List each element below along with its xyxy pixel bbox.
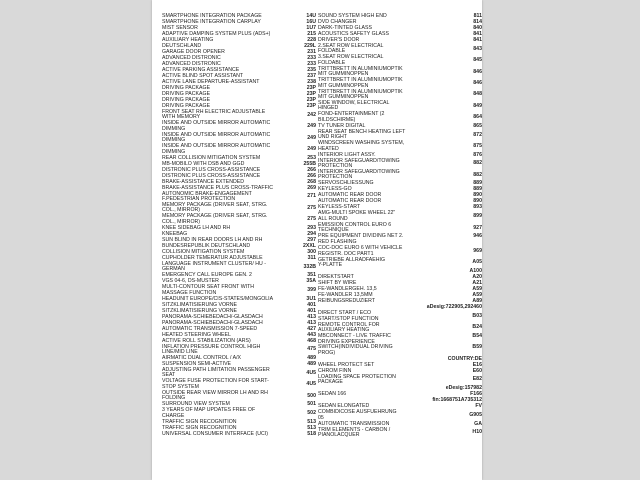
- option-description: ACOUSTICS SAFETY GLASS: [318, 31, 389, 37]
- option-description: REAR SEAT BENCH HEATING LEFT UND RIGHT: [318, 128, 406, 141]
- option-code: 215: [307, 31, 316, 37]
- option-description: REMOTE CONTROL FOR AUXILIARY HEATING: [318, 321, 380, 333]
- option-code: 399: [307, 286, 316, 293]
- option-description: ADVANCED DISTRONIC: [162, 61, 221, 67]
- option-row: [318, 159, 482, 170]
- option-description: SIDE WINDOW, ELECTRICAL HINGED: [318, 100, 390, 112]
- option-description: AUTOMATIC TRANSMISSION: [318, 420, 390, 427]
- option-row: [318, 170, 482, 181]
- option-code: 969: [473, 247, 482, 254]
- option-code: 231: [307, 49, 316, 55]
- option-code: B59: [472, 344, 482, 351]
- option-description: BUNDESREPUBLIK DEUTSCHLAND: [162, 242, 251, 249]
- option-code: 1U7: [306, 25, 316, 31]
- option-description: SOUND SYSTEM HIGH END: [318, 13, 387, 19]
- option-code: 233: [307, 61, 316, 67]
- option-code: 513: [307, 424, 316, 431]
- option-description: DARK-TINTED GLASS: [318, 25, 372, 31]
- option-description: VGS 04-6, DS-MUSTER: [162, 278, 219, 285]
- option-code: 228: [307, 37, 316, 43]
- option-description: MBCONNECT - LIVE TRAFFIC: [318, 332, 391, 339]
- option-code: 865: [473, 122, 482, 129]
- option-code: fin:1668751A735312: [432, 397, 482, 404]
- option-description: SURROUND VIEW SYSTEM: [162, 401, 230, 408]
- option-description: MEMORY PACKAGE (DRIVER SEAT, STRG. COL., MIRROR): [162, 202, 268, 214]
- option-row: [162, 368, 316, 379]
- option-description: KEYLESS-START: [318, 204, 361, 211]
- option-code: 840: [473, 25, 482, 31]
- option-description: INSIDE AND OUTSIDE MIRROR AUTOMATIC DIMMING: [162, 131, 271, 144]
- option-row: [162, 192, 316, 203]
- option-description: SITZKLIMATISIERUNG VORNE: [162, 307, 238, 314]
- option-code: 229L: [304, 43, 316, 49]
- option-code: 846: [473, 68, 482, 75]
- option-row: [318, 410, 482, 421]
- option-code: A89: [472, 298, 482, 305]
- option-description: COMBIDICOSE AUSFUEHRUNG 05: [318, 409, 397, 421]
- option-row: [318, 130, 482, 141]
- option-code: 401: [307, 301, 316, 308]
- option-code: 233: [307, 55, 316, 61]
- option-code: 293: [307, 224, 316, 231]
- option-description: TRITTBRETT IN ALUMINIUMOPTIK MIT GUMMINOPPEN: [318, 77, 403, 89]
- option-description: ACTIVE LANE DEPARTURE-ASSISTANT: [162, 79, 260, 85]
- option-row: [318, 141, 482, 152]
- option-row: [162, 391, 316, 402]
- option-row: [162, 379, 316, 390]
- option-description: PANORAMA-SCHIEBEDACH/-GLASDACH: [162, 319, 263, 326]
- option-row: [162, 144, 316, 155]
- option-description: TV TUNER DIGITAL: [318, 122, 366, 129]
- option-description: 3 YEARS OF MAP UPDATES FREE OF CHARGE: [162, 407, 256, 419]
- option-code: B54: [472, 332, 482, 339]
- option-description: SMARTPHONE INTEGRATION CARPLAY: [162, 19, 261, 25]
- option-code: A20: [472, 274, 482, 281]
- option-code: 275: [307, 204, 316, 211]
- option-code: 249: [307, 134, 316, 141]
- right-column: [318, 14, 482, 439]
- option-description: KNEEBAG: [162, 230, 188, 237]
- option-description: AMG-MULTI SPOKE WHEEL 22" ALL ROUND: [318, 210, 396, 222]
- option-description: GARAGE DOOR OPENER: [162, 49, 225, 55]
- option-description: AUTONOMIC BRAKE-ENGAGEMENT F.PEDESTRIAN PROTECTION: [162, 190, 252, 203]
- option-description: OUTSIDE REAR VIEW MIRROR LH AND RH FOLDING: [162, 389, 268, 402]
- option-row: [318, 375, 482, 386]
- option-code: 311: [307, 254, 316, 261]
- option-description: CHROM FINN: [318, 367, 352, 374]
- option-description: INSIDE AND OUTSIDE MIRROR AUTOMATIC DIMMING: [162, 120, 271, 132]
- option-code: 864: [473, 114, 482, 121]
- option-description: SEDAN 166: [318, 391, 347, 398]
- option-description: TRIM ELEMENTS - CARBON / PIANOLACQUER: [318, 426, 391, 438]
- option-code: 811: [473, 13, 482, 19]
- option-description: INTERIOR LIGHT ASSY.: [318, 151, 376, 158]
- option-code: 249: [307, 123, 316, 130]
- option-code: 35A: [306, 278, 316, 285]
- option-description: COLLISION MITIGATION SYSTEM: [162, 248, 245, 255]
- option-description: FE-WANDLER 13,5MM: [318, 292, 373, 299]
- option-code: 238: [307, 79, 316, 85]
- option-code: 269: [307, 184, 316, 191]
- option-description: EMERGENCY CALL EUROPE GEN. 2: [162, 272, 252, 279]
- option-description: BRAKE-ASSISTANCE PLUS CROSS-TRAFFIC: [162, 184, 273, 191]
- option-description: SITZKLIMATISIERUNG VORNE: [162, 301, 238, 308]
- option-description: COC-DOC EURO 6 WITH VEHICLE REGISTR. DOC PART1: [318, 245, 403, 257]
- option-row: [318, 311, 482, 322]
- option-code: 413: [307, 319, 316, 326]
- option-row: [162, 203, 316, 214]
- option-code: 843: [473, 45, 482, 52]
- option-description: DRIVING PACKAGE: [162, 103, 211, 109]
- option-description: INFLATION PRESSURE CONTROL HIGH LINE/MID LINE: [162, 343, 261, 356]
- option-description: DRIVING PACKAGE: [162, 97, 211, 103]
- option-description: SUN BLIND IN REAR DOORS LH AND RH: [162, 236, 263, 243]
- option-code: 849: [473, 102, 482, 109]
- option-code: 890: [473, 192, 482, 199]
- option-code: 401: [307, 307, 316, 314]
- option-description: RED FLASHING: [318, 239, 357, 246]
- option-code: 876: [473, 151, 482, 158]
- option-code: 946: [473, 233, 482, 240]
- option-description: UNIVERSAL CONSUMER INTERFACE (UCI): [162, 430, 268, 437]
- option-code: 266: [307, 172, 316, 179]
- option-row: [162, 121, 316, 132]
- option-code: 489: [307, 361, 316, 368]
- option-row: [318, 211, 482, 222]
- option-code: 23P: [306, 103, 316, 109]
- option-code: 4U5: [306, 381, 316, 388]
- option-code: 23P: [306, 85, 316, 91]
- option-description: ACTIVE ROLL STABILIZATION (ARS): [162, 337, 251, 344]
- option-row: [318, 55, 482, 66]
- option-description: TRAFFIC SIGN RECOGNITION: [162, 424, 237, 431]
- option-description: CUPHOLDER TEMERATUR ADJUSTABLE: [162, 254, 263, 261]
- document-page: [152, 0, 482, 480]
- option-description: DRIVER'S DOOR: [318, 37, 360, 43]
- option-code: 846: [473, 79, 482, 86]
- option-description: MEMORY PACKAGE (DRIVER SEAT, STRG. COL., MIRROR): [162, 213, 268, 225]
- option-code: 249: [307, 145, 316, 152]
- option-description: BRAKE-ASSISTANCE EXTENDED: [162, 178, 244, 185]
- option-description: ADVANCED DISTRONIC: [162, 55, 221, 61]
- option-description: LOADING SPACE PROTECTION PACKAGE: [318, 373, 396, 386]
- option-code: 875: [473, 142, 482, 149]
- option-code: 489: [307, 355, 316, 362]
- option-code: 275: [307, 216, 316, 223]
- option-description: ACTIVE PARKING ASSISTANCE: [162, 67, 240, 73]
- option-description: DRIVING EXPERIENCE SWITCH(INDIVIDUAL DRIVING PROG): [318, 338, 393, 356]
- option-code: E82: [472, 376, 482, 383]
- option-code: 297: [307, 236, 316, 243]
- option-description: DRIVING PACKAGE: [162, 91, 211, 97]
- option-description: DRIVING PACKAGE: [162, 85, 211, 91]
- option-code: E60: [472, 367, 482, 374]
- option-code: 513: [307, 418, 316, 425]
- option-code: 927: [473, 224, 482, 231]
- option-row: [318, 112, 482, 123]
- left-column: [162, 14, 316, 438]
- option-row: [318, 90, 482, 101]
- option-description: REIBUNGSREDUZIERT: [318, 298, 376, 305]
- option-description: HEATED STEERING WHEEL: [162, 331, 231, 338]
- option-description: DIREKTSTART: [318, 274, 354, 281]
- option-code: F166: [470, 391, 482, 398]
- option-description: DEUTSCHLAND: [162, 43, 202, 49]
- option-description: AUTOMATIC REAR DOOR: [318, 198, 382, 205]
- option-code: G905: [469, 411, 482, 418]
- option-description: PRE EQUIPMENT DIVIDING NET 2.: [318, 233, 404, 240]
- option-description: TRITTBRETT IN ALUMINIUMOPTIK MIT GUMMINOPPEN: [318, 88, 403, 101]
- option-code: 814: [473, 19, 482, 25]
- option-row: [162, 432, 316, 437]
- option-description: WHEEL PROTECT SET: [318, 361, 375, 368]
- option-code: 23P: [306, 91, 316, 97]
- option-code: A100: [469, 268, 482, 275]
- option-code: 235: [307, 67, 316, 73]
- option-code: 500: [307, 392, 316, 399]
- option-row: [162, 214, 316, 225]
- option-code: 841: [473, 31, 482, 37]
- option-code: 872: [473, 131, 482, 138]
- option-row: [318, 428, 482, 439]
- option-code: 14U: [306, 13, 316, 19]
- option-description: VOLTAGE FUSE PROTECTION FOR START- STOP SYSTEM: [162, 378, 269, 390]
- option-code: A05: [472, 259, 482, 266]
- option-description: MIST SENSOR: [162, 25, 198, 31]
- option-description: AUXILIARY HEATING: [162, 37, 214, 43]
- option-description: FOND-ENTERTAINMENT (2 BILDSCHIRME): [318, 111, 385, 123]
- option-description: SERVOSCHLIESSUNG: [318, 180, 374, 187]
- option-code: 443: [307, 331, 316, 338]
- option-row: [318, 246, 482, 257]
- option-code: A59: [472, 286, 482, 293]
- option-description: HEADUNIT EUROPE/CIS-STATES/MONGOLIA: [162, 295, 274, 302]
- option-description: AIRMATIC DUAL CONTROL / A/X: [162, 355, 242, 362]
- option-code: B24: [472, 324, 482, 331]
- option-code: 300: [307, 248, 316, 255]
- option-row: [162, 262, 316, 273]
- option-description: ACTIVE BLIND SPOT ASSISTANT: [162, 73, 244, 79]
- option-description: FE-WANDLERGEH. 13,5: [318, 286, 377, 293]
- option-row: [318, 44, 482, 55]
- option-code: 255B: [303, 160, 316, 167]
- option-row: [318, 323, 482, 334]
- option-code: 237: [307, 73, 316, 79]
- option-description: TRAFFIC SIGN RECOGNITION: [162, 418, 237, 425]
- option-code: 889: [473, 186, 482, 193]
- option-description: AUTOMATIC TRANSMISSION 7-SPEED: [162, 325, 258, 332]
- option-code: eDesig:157982: [445, 385, 482, 392]
- option-description: ADAPTIVE DAMPING SYSTEM PLUS (ADS+): [162, 31, 271, 37]
- option-description: ADJUSTING PATH LIMITATION PASSENGER SEAT: [162, 367, 270, 379]
- option-description: DISTRONIC PLUS CROSS-ASSISTANCE: [162, 166, 261, 173]
- option-row: [318, 78, 482, 89]
- option-description: MULTI-CONTOUR SEAT FRONT WITH MASSAGE FUNCTION: [162, 284, 255, 296]
- option-code: 351: [307, 272, 316, 279]
- option-row: [162, 345, 316, 356]
- option-row: [318, 340, 482, 356]
- option-code: 294: [307, 230, 316, 237]
- option-code: 890: [473, 198, 482, 205]
- option-code: 2XXL: [302, 242, 316, 249]
- option-code: 23P: [306, 97, 316, 103]
- option-description: GETRIEBE ALLRADFAEHIG Y-PLATTE: [318, 256, 386, 269]
- option-code: 889: [473, 180, 482, 187]
- option-code: 268: [307, 178, 316, 185]
- option-row: [318, 67, 482, 78]
- option-row: [318, 258, 482, 269]
- option-description: SMARTPHONE INTEGRATION PACKAGE: [162, 13, 262, 19]
- option-code: 893: [473, 204, 482, 211]
- option-description: DVD CHANGER: [318, 19, 357, 25]
- option-code: 475: [307, 346, 316, 353]
- option-code: 3U1: [306, 295, 316, 302]
- option-description: REAR COLLISION MITIGATION SYSTEM: [162, 154, 261, 161]
- option-code: 266: [307, 166, 316, 173]
- option-code: A21: [472, 280, 482, 287]
- option-code: 16U: [306, 19, 316, 25]
- option-description: DIRECT START / ECO START/STOP FUNCTION: [318, 310, 379, 322]
- option-code: aDesig:722905,292460: [426, 304, 482, 311]
- option-code: 899: [473, 213, 482, 220]
- option-description: LANGUAGE INSTRUMENT CLUSTER/ HU - GERMAN: [162, 260, 267, 273]
- option-row: [318, 101, 482, 112]
- option-code: A59: [472, 292, 482, 299]
- option-description: 2.SEAT ROW ELECTRICAL FOLDABLE: [318, 43, 384, 55]
- option-description: INSIDE AND OUTSIDE MIRROR AUTOMATIC DIMMING: [162, 143, 271, 155]
- option-description: INTERIOR SAFEGUARD/TOWING PROTECTION: [318, 169, 400, 181]
- option-code: FV: [475, 403, 482, 410]
- option-description: SHIFT BY WIRE: [318, 280, 357, 287]
- option-code: 841: [473, 37, 482, 43]
- option-code: 253: [307, 154, 316, 161]
- option-description: KEYLESS-GO: [318, 186, 352, 193]
- option-code: 332B: [303, 263, 316, 270]
- option-code: 845: [473, 57, 482, 64]
- option-description: SEDAN ELONGATED: [318, 403, 370, 410]
- option-description: EMISSION CONTROL EURO 6 TECHNIQUE: [318, 221, 392, 234]
- option-description: PANORAMA-SCHIEBEDACH/-GLASDACH: [162, 313, 263, 320]
- option-code: GA: [474, 420, 482, 427]
- option-description: KNEE SIDEBAG LH AND RH: [162, 224, 231, 231]
- option-code: 468: [307, 337, 316, 344]
- option-code: 502: [307, 409, 316, 416]
- option-description: TRITTBRETT IN ALUMINIUMOPTIK MIT GUMMINOPPEN: [318, 65, 403, 78]
- option-code: 882: [473, 160, 482, 167]
- option-row: [162, 110, 316, 121]
- option-code: 271: [307, 193, 316, 200]
- option-code: B03: [472, 312, 482, 319]
- option-row: [318, 223, 482, 234]
- option-code: 427: [307, 325, 316, 332]
- option-code: 242: [307, 111, 316, 118]
- option-code: 4U5: [306, 369, 316, 376]
- option-description: MB-MOBILO WITH DSB AND GGD: [162, 160, 245, 167]
- option-row: [162, 133, 316, 144]
- option-row: [162, 408, 316, 419]
- option-row: [162, 285, 316, 296]
- option-description: SUSPENSION SEMI-ACTIVE: [162, 361, 232, 368]
- option-description: AUTOMATIC REAR DOOR: [318, 192, 382, 199]
- option-code: E16: [472, 361, 482, 368]
- option-code: 501: [307, 401, 316, 408]
- option-code: COUNTRY:DE: [447, 355, 482, 362]
- option-code: 518: [307, 430, 316, 437]
- option-code: 413: [307, 313, 316, 320]
- option-code: 882: [473, 171, 482, 178]
- option-description: INTERIOR SAFEGUARD/TOWING PROTECTION: [318, 157, 400, 170]
- option-code: H10: [472, 429, 482, 436]
- option-description: WINDSCREEN WASHING SYSTEM, HEATED: [318, 140, 405, 152]
- option-code: 848: [473, 91, 482, 98]
- option-description: FRONT SEAT RH ELECTRIC ADJUSTABLE WITH MEMORY: [162, 109, 266, 121]
- option-description: DISTRONIC PLUS CROSS-ASSISTANCE: [162, 172, 261, 179]
- option-description: 3.SEAT ROW ELECTRICAL FOLDABLE: [318, 54, 384, 66]
